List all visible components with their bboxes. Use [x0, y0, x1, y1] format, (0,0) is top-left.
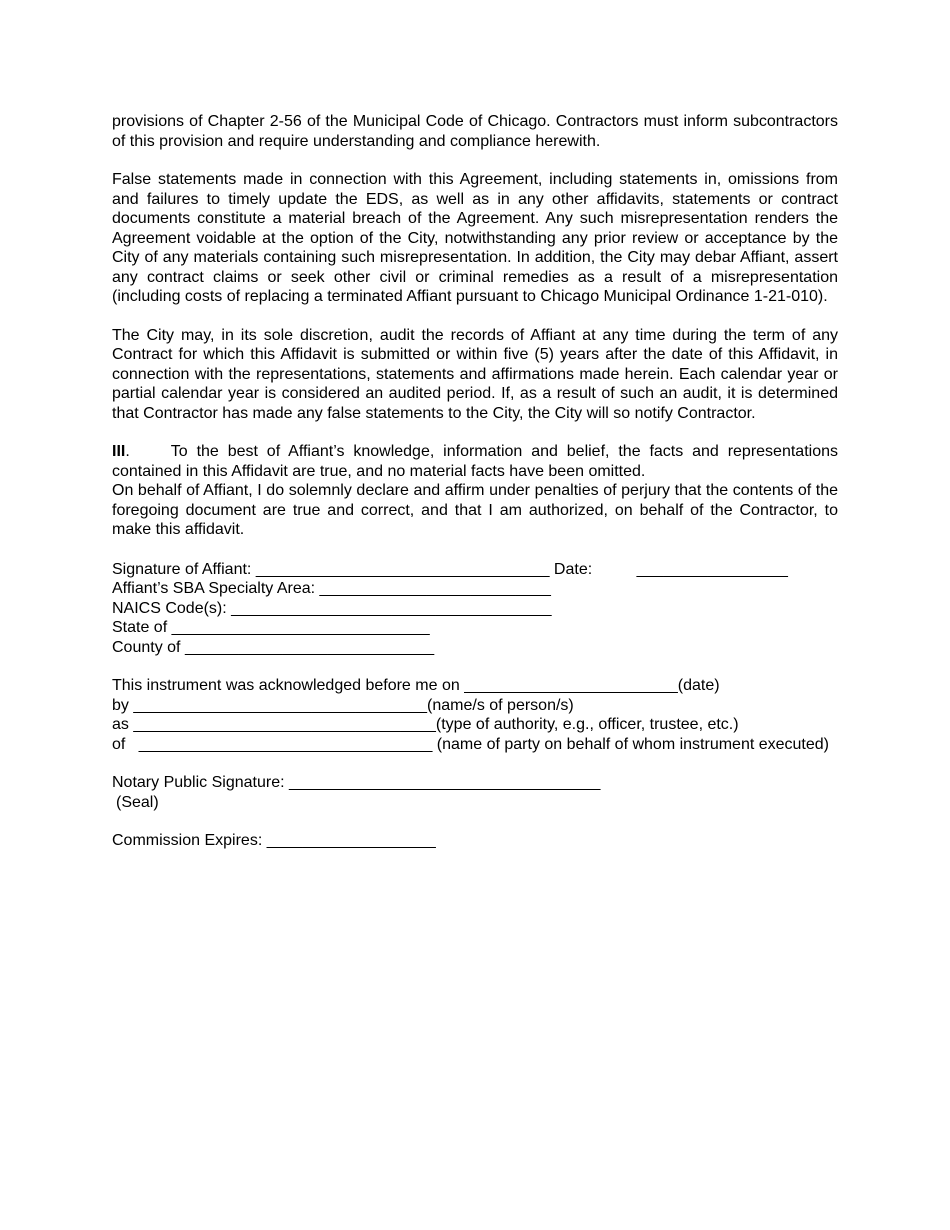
section-iii-text: To the best of Affiant’s knowledge, information and belief, the facts and representations contained in this Affidavit are true, and no material facts have been omitted.	[112, 443, 838, 480]
state-field[interactable]: _____________________________	[171, 619, 430, 636]
date-label: Date:	[553, 560, 593, 578]
acknowledged-label: This instrument was acknowledged before me on	[112, 677, 460, 694]
paragraph-declaration: On behalf of Affiant, I do solemnly declare and affirm under penalties of perjury that the contents of the foregoing document are true and correct, and that I am authorized, on behalf of the Contractor, to make this affidavit.	[112, 482, 838, 538]
of-line	[112, 735, 838, 755]
acknowledged-line	[112, 676, 838, 696]
notary-signature-field[interactable]: ___________________________________	[288, 774, 601, 791]
section-period: .	[125, 443, 130, 460]
as-suffix: (type of authority, e.g., officer, trustee, etc.)	[435, 716, 739, 733]
notary-block	[112, 676, 838, 754]
by-line	[112, 696, 838, 716]
as-line	[112, 715, 838, 735]
paragraph-chapter-provisions: provisions of Chapter 2-56 of the Municipal Code of Chicago. Contractors must inform subcontractors of this provision and require understanding and compliance herewith.	[112, 113, 838, 150]
naics-field[interactable]: ____________________________________	[231, 599, 552, 617]
document-body	[112, 112, 838, 851]
of-field[interactable]: _________________________________	[138, 735, 433, 753]
naics-label: NAICS Code(s):	[112, 599, 227, 617]
of-label: of	[112, 735, 126, 753]
signature-label: Signature of Affiant:	[112, 560, 252, 578]
of-suffix: (name of party on behalf of whom instrument executed)	[436, 735, 829, 753]
section-number: III	[112, 443, 126, 460]
signature-line	[112, 560, 838, 580]
by-suffix: (name/s of person/s)	[427, 696, 574, 714]
sba-line	[112, 579, 838, 599]
notary-signature-label: Notary Public Signature:	[112, 774, 285, 791]
as-field[interactable]: __________________________________	[133, 716, 436, 733]
paragraph-false-statements: False statements made in connection with this Agreement, including statements in, omissions from and failures to timely update the EDS, as well as in any other affidavits, statements or contract documents constitute a material breach of the Agreement. Any such misrepresentation renders the Agreement voidable at the option of the City, notwithstanding any prior review or acceptance by the City of any materials containing such misrepresentation. In addition, the City may debar Affiant, assert any contract claims or seek other civil or criminal remedies as a result of a misrepresentation (including costs of replacing a terminated Affiant pursuant to Chicago Municipal Ordinance 1-21-010).	[112, 171, 838, 305]
sba-field[interactable]: __________________________	[319, 580, 551, 597]
acknowledged-date-field[interactable]: ________________________	[464, 677, 678, 694]
commission-field[interactable]: ___________________	[266, 832, 436, 849]
acknowledged-date-suffix: (date)	[677, 677, 720, 694]
date-field[interactable]: _________________	[636, 560, 788, 578]
county-label: County of	[112, 638, 181, 656]
as-label: as	[112, 716, 129, 733]
paragraph-section-iii	[112, 442, 838, 481]
signature-field[interactable]: _________________________________	[255, 560, 550, 578]
notary-signature-block	[112, 773, 838, 812]
commission-line	[112, 831, 838, 851]
commission-label: Commission Expires:	[112, 832, 263, 849]
notary-signature-line	[112, 773, 838, 793]
paragraph-audit: The City may, in its sole discretion, audit the records of Affiant at any time during the term of any Contract for which this Affidavit is submitted or within five (5) years after the date of this Affidavit, in connection with the representations, statements and affirmations made herein. Each calendar year or partial calendar year is considered an audited period. If, as a result of such an audit, it is determined that Contractor has made any false statements to the City, the City will so notify Contractor.	[112, 326, 838, 422]
by-field[interactable]: _________________________________	[133, 696, 428, 714]
county-line	[112, 638, 838, 658]
by-label: by	[112, 696, 129, 714]
sba-label: Affiant’s SBA Specialty Area:	[112, 580, 316, 597]
state-line	[112, 618, 838, 638]
county-field[interactable]: ____________________________	[184, 638, 435, 656]
seal-label: (Seal)	[116, 793, 159, 811]
state-label: State of	[112, 619, 168, 636]
affiant-form	[112, 560, 838, 658]
naics-line	[112, 599, 838, 619]
